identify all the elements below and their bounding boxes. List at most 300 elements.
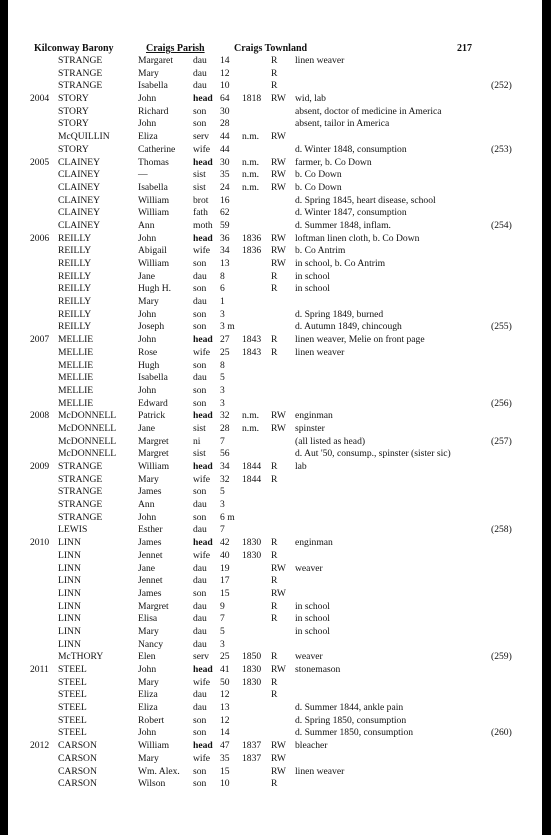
relation-cell: serv — [193, 131, 209, 143]
status-cell: RW — [271, 156, 286, 168]
surname-cell: REILLY — [58, 321, 92, 333]
surname-cell: STRANGE — [58, 55, 103, 66]
age-cell: 12 — [220, 67, 230, 79]
table-row — [8, 677, 542, 690]
table-row — [8, 512, 542, 525]
surname-cell: STRANGE — [58, 473, 103, 485]
age-cell: 25 — [220, 651, 230, 663]
table-row — [8, 309, 542, 322]
first-name-cell: Mary — [138, 752, 159, 764]
first-name-cell: John — [138, 384, 157, 396]
page-header — [8, 42, 542, 56]
surname-cell: REILLY — [58, 232, 92, 244]
note-cell: linen weaver — [295, 765, 345, 777]
relation-cell: dau — [193, 499, 207, 511]
relation-cell: son — [193, 321, 207, 333]
table-row — [8, 360, 542, 373]
table-row — [8, 157, 542, 170]
age-cell: 3 — [220, 638, 225, 650]
first-name-cell: Abigail — [138, 245, 167, 257]
status-cell: R — [271, 473, 278, 485]
first-name-cell: William — [138, 740, 170, 752]
surname-cell: McQUILLIN — [58, 131, 110, 143]
relation-cell: son — [193, 258, 207, 269]
first-name-cell: Margaret — [138, 55, 173, 66]
first-name-cell: John — [138, 93, 157, 105]
surname-cell: LINN — [58, 562, 81, 574]
note-cell: d. Spring 1849, burned — [295, 308, 384, 320]
reference-cell: (258) — [491, 524, 512, 536]
relation-cell: son — [193, 486, 207, 498]
age-cell: 64 — [220, 93, 230, 105]
age-cell: 7 — [220, 524, 225, 536]
table-row — [8, 689, 542, 702]
relation-cell: son — [193, 397, 207, 409]
table-row — [8, 702, 542, 715]
first-name-cell: Rose — [138, 346, 158, 358]
note-cell: in school — [295, 613, 330, 625]
first-name-cell: Robert — [138, 714, 165, 726]
first-name-cell: Jane — [138, 270, 156, 282]
table-row — [8, 144, 542, 157]
townland-heading: Craigs Townland — [234, 43, 308, 54]
table-row — [8, 664, 542, 677]
age-cell: 15 — [220, 587, 230, 599]
relation-cell: son — [193, 778, 207, 790]
relation-cell: dau — [193, 575, 207, 587]
table-row — [8, 753, 542, 766]
status-cell: R — [271, 67, 278, 79]
relation-cell: son — [193, 359, 207, 371]
reference-cell: (256) — [491, 397, 512, 409]
surname-cell: CARSON — [58, 752, 97, 764]
reference-cell: (255) — [491, 321, 512, 333]
age-cell: 3 — [220, 308, 225, 320]
table-row — [8, 448, 542, 461]
first-name-cell: Thomas — [138, 156, 169, 168]
year-cell: n.m. — [242, 169, 260, 181]
table-row — [8, 588, 542, 601]
relation-cell: sist — [193, 448, 206, 460]
age-cell: 41 — [220, 664, 230, 675]
surname-cell: LINN — [58, 613, 81, 625]
note-cell: absent, doctor of medicine in America — [295, 105, 442, 117]
surname-cell: LINN — [58, 587, 81, 599]
table-row — [8, 524, 542, 537]
note-cell: d. Summer 1844, ankle pain — [295, 702, 404, 714]
reference-cell: (252) — [491, 80, 512, 92]
relation-cell: son — [193, 765, 207, 777]
household-number: 2011 — [30, 664, 49, 675]
age-cell: 28 — [220, 118, 230, 130]
relation-cell: dau — [193, 702, 207, 714]
table-row — [8, 727, 542, 740]
table-row — [8, 233, 542, 246]
surname-cell: STEEL — [58, 664, 87, 675]
age-cell: 8 — [220, 359, 225, 371]
age-cell: 16 — [220, 194, 230, 206]
status-cell: R — [271, 537, 278, 549]
surname-cell: MELLIE — [58, 346, 94, 358]
table-row — [8, 207, 542, 220]
first-name-cell: Margret — [138, 600, 169, 612]
surname-cell: STEEL — [58, 676, 87, 688]
edge-mark — [0, 242, 2, 250]
relation-cell: son — [193, 384, 207, 396]
age-cell: 40 — [220, 549, 230, 561]
first-name-cell: — — [138, 169, 148, 181]
note-cell: wid, lab — [295, 93, 326, 105]
relation-cell: son — [193, 511, 207, 523]
year-cell: 1830 — [242, 676, 262, 688]
edge-mark — [0, 548, 2, 556]
relation-cell: sist — [193, 422, 206, 434]
first-name-cell: Hugh H. — [138, 283, 172, 295]
table-row — [8, 182, 542, 195]
first-name-cell: John — [138, 334, 157, 346]
reference-cell: (257) — [491, 435, 512, 447]
note-cell: linen weaver — [295, 346, 345, 358]
parish-heading: Craigs Parish — [146, 43, 205, 54]
note-cell: in school — [295, 270, 330, 282]
surname-cell: STRANGE — [58, 499, 103, 511]
relation-cell: dau — [193, 562, 207, 574]
surname-cell: McDONNELL — [58, 422, 117, 434]
relation-cell: fath — [193, 207, 208, 219]
age-cell: 17 — [220, 575, 230, 587]
note-cell: linen weaver — [295, 55, 345, 66]
relation-cell: dau — [193, 372, 207, 384]
age-cell: 27 — [220, 334, 230, 346]
relation-cell: head — [193, 232, 213, 244]
age-cell: 3 — [220, 499, 225, 511]
table-row — [8, 106, 542, 119]
table-row — [8, 283, 542, 296]
table-row — [8, 550, 542, 563]
surname-cell: REILLY — [58, 308, 92, 320]
relation-cell: head — [193, 740, 213, 752]
age-cell: 3 m — [220, 321, 235, 333]
status-cell: R — [271, 600, 278, 612]
relation-cell: son — [193, 587, 207, 599]
first-name-cell: Jane — [138, 562, 156, 574]
status-cell: R — [271, 651, 278, 663]
age-cell: 56 — [220, 448, 230, 460]
age-cell: 6 m — [220, 511, 235, 523]
surname-cell: STORY — [58, 93, 89, 105]
surname-cell: LINN — [58, 537, 81, 549]
surname-cell: REILLY — [58, 283, 92, 295]
household-number: 2004 — [30, 93, 50, 105]
status-cell: R — [271, 549, 278, 561]
status-cell: R — [271, 613, 278, 625]
status-cell: RW — [271, 562, 286, 574]
surname-cell: STRANGE — [58, 511, 103, 523]
status-cell: RW — [271, 181, 286, 193]
age-cell: 14 — [220, 55, 230, 66]
first-name-cell: John — [138, 232, 157, 244]
table-row — [8, 385, 542, 398]
note-cell: farmer, b. Co Down — [295, 156, 372, 168]
age-cell: 8 — [220, 270, 225, 282]
status-cell: RW — [271, 410, 286, 422]
age-cell: 14 — [220, 727, 230, 739]
year-cell: n.m. — [242, 156, 260, 168]
note-cell: b. Co Down — [295, 181, 342, 193]
status-cell: R — [271, 676, 278, 688]
table-row — [8, 410, 542, 423]
document-page — [8, 0, 542, 835]
status-cell: RW — [271, 422, 286, 434]
first-name-cell: John — [138, 511, 157, 523]
table-row — [8, 80, 542, 93]
table-row — [8, 499, 542, 512]
first-name-cell: William — [138, 194, 170, 206]
age-cell: 9 — [220, 600, 225, 612]
relation-cell: dau — [193, 80, 207, 92]
note-cell: d. Aut '50, consump., spinster (sister sic) — [295, 448, 451, 460]
table-row — [8, 626, 542, 639]
table-row — [8, 563, 542, 576]
surname-cell: STEEL — [58, 689, 87, 701]
age-cell: 13 — [220, 702, 230, 714]
year-cell: n.m. — [242, 410, 260, 422]
age-cell: 44 — [220, 143, 230, 155]
year-cell: n.m. — [242, 181, 260, 193]
age-cell: 47 — [220, 740, 230, 752]
note-cell: in school, b. Co Antrim — [295, 258, 386, 269]
relation-cell: son — [193, 118, 207, 130]
age-cell: 28 — [220, 422, 230, 434]
first-name-cell: Mary — [138, 296, 159, 308]
status-cell: R — [271, 55, 278, 66]
surname-cell: STRANGE — [58, 461, 103, 472]
year-cell: n.m. — [242, 422, 260, 434]
status-cell: RW — [271, 765, 286, 777]
relation-cell: serv — [193, 651, 209, 663]
relation-cell: dau — [193, 67, 207, 79]
first-name-cell: Jennet — [138, 549, 163, 561]
first-name-cell: Jane — [138, 422, 156, 434]
note-cell: loftman linen cloth, b. Co Down — [295, 232, 420, 244]
first-name-cell: Wilson — [138, 778, 166, 790]
surname-cell: STEEL — [58, 727, 87, 739]
first-name-cell: John — [138, 727, 157, 739]
age-cell: 7 — [220, 435, 225, 447]
table-row — [8, 68, 542, 81]
status-cell: RW — [271, 232, 286, 244]
surname-cell: CARSON — [58, 778, 97, 790]
relation-cell: dau — [193, 270, 207, 282]
age-cell: 62 — [220, 207, 230, 219]
status-cell: R — [271, 80, 278, 92]
relation-cell: ni — [193, 435, 201, 447]
household-number: 2006 — [30, 232, 50, 244]
age-cell: 19 — [220, 562, 230, 574]
age-cell: 35 — [220, 752, 230, 764]
first-name-cell: Joseph — [138, 321, 165, 333]
age-cell: 12 — [220, 714, 230, 726]
year-cell: 1836 — [242, 232, 262, 244]
note-cell: in school — [295, 283, 330, 295]
barony-heading: Kilconway Barony — [34, 43, 114, 54]
relation-cell: wife — [193, 346, 211, 358]
table-row — [8, 474, 542, 487]
first-name-cell: Isabella — [138, 181, 168, 193]
age-cell: 30 — [220, 156, 230, 168]
surname-cell: LINN — [58, 638, 81, 650]
surname-cell: CLAINEY — [58, 181, 101, 193]
table-row — [8, 398, 542, 411]
year-cell: 1830 — [242, 537, 262, 549]
first-name-cell: Elen — [138, 651, 156, 663]
table-row — [8, 245, 542, 258]
first-name-cell: Esther — [138, 524, 163, 536]
household-number: 2010 — [30, 537, 50, 549]
first-name-cell: Isabella — [138, 80, 168, 92]
first-name-cell: James — [138, 486, 162, 498]
note-cell: d. Winter 1847, consumption — [295, 207, 407, 219]
surname-cell: CLAINEY — [58, 207, 101, 219]
age-cell: 50 — [220, 676, 230, 688]
age-cell: 1 — [220, 296, 225, 308]
year-cell: 1830 — [242, 664, 262, 675]
table-row — [8, 93, 542, 106]
note-cell: in school — [295, 625, 330, 637]
year-cell: 1837 — [242, 752, 262, 764]
year-cell: 1836 — [242, 245, 262, 257]
note-cell: d. Winter 1848, consumption — [295, 143, 407, 155]
relation-cell: wife — [193, 676, 211, 688]
surname-cell: MELLIE — [58, 334, 94, 346]
first-name-cell: Edward — [138, 397, 168, 409]
table-row — [8, 601, 542, 614]
note-cell: b. Co Down — [295, 169, 342, 181]
surname-cell: STRANGE — [58, 486, 103, 498]
first-name-cell: Eliza — [138, 131, 158, 143]
note-cell: bleacher — [295, 740, 328, 752]
surname-cell: REILLY — [58, 245, 92, 257]
table-row — [8, 55, 542, 68]
surname-cell: LINN — [58, 549, 81, 561]
census-table — [8, 55, 542, 791]
note-cell: in school — [295, 600, 330, 612]
age-cell: 32 — [220, 410, 230, 422]
table-row — [8, 766, 542, 779]
surname-cell: CLAINEY — [58, 194, 101, 206]
status-cell: RW — [271, 245, 286, 257]
status-cell: RW — [271, 131, 286, 143]
relation-cell: head — [193, 93, 213, 105]
surname-cell: STORY — [58, 118, 89, 130]
relation-cell: son — [193, 308, 207, 320]
age-cell: 7 — [220, 613, 225, 625]
surname-cell: CARSON — [58, 740, 97, 752]
year-cell: n.m. — [242, 131, 260, 143]
note-cell: weaver — [295, 651, 323, 663]
table-row — [8, 169, 542, 182]
table-row — [8, 195, 542, 208]
year-cell: 1818 — [242, 93, 262, 105]
first-name-cell: Mary — [138, 625, 159, 637]
surname-cell: STEEL — [58, 714, 87, 726]
relation-cell: head — [193, 334, 213, 346]
table-row — [8, 321, 542, 334]
table-row — [8, 118, 542, 131]
surname-cell: LEWIS — [58, 524, 88, 536]
first-name-cell: Hugh — [138, 359, 160, 371]
status-cell: R — [271, 575, 278, 587]
table-row — [8, 372, 542, 385]
first-name-cell: Eliza — [138, 702, 158, 714]
surname-cell: MELLIE — [58, 397, 94, 409]
household-number: 2008 — [30, 410, 50, 422]
table-row — [8, 613, 542, 626]
relation-cell: dau — [193, 296, 207, 308]
status-cell: R — [271, 334, 278, 346]
age-cell: 34 — [220, 245, 230, 257]
first-name-cell: James — [138, 537, 162, 549]
year-cell: 1843 — [242, 346, 262, 358]
note-cell: weaver — [295, 562, 323, 574]
surname-cell: STORY — [58, 143, 89, 155]
status-cell: RW — [271, 587, 286, 599]
first-name-cell: Patrick — [138, 410, 166, 422]
age-cell: 24 — [220, 181, 230, 193]
status-cell: RW — [271, 258, 286, 269]
table-row — [8, 258, 542, 271]
age-cell: 10 — [220, 80, 230, 92]
table-row — [8, 715, 542, 728]
relation-cell: dau — [193, 689, 207, 701]
relation-cell: wife — [193, 752, 211, 764]
age-cell: 59 — [220, 219, 230, 231]
first-name-cell: Catherine — [138, 143, 176, 155]
relation-cell: head — [193, 410, 213, 422]
year-cell: 1844 — [242, 461, 262, 472]
table-row — [8, 740, 542, 753]
table-row — [8, 639, 542, 652]
relation-cell: dau — [193, 613, 207, 625]
surname-cell: STRANGE — [58, 80, 103, 92]
note-cell: d. Autumn 1849, chincough — [295, 321, 402, 333]
table-row — [8, 436, 542, 449]
age-cell: 15 — [220, 765, 230, 777]
first-name-cell: Margret — [138, 435, 169, 447]
relation-cell: sist — [193, 181, 206, 193]
relation-cell: head — [193, 537, 213, 549]
note-cell: enginman — [295, 537, 333, 549]
status-cell: RW — [271, 169, 286, 181]
table-row — [8, 296, 542, 309]
surname-cell: CARSON — [58, 765, 97, 777]
note-cell: (all listed as head) — [295, 435, 366, 447]
relation-cell: wife — [193, 245, 211, 257]
status-cell: R — [271, 270, 278, 282]
table-row — [8, 575, 542, 588]
surname-cell: McDONNELL — [58, 435, 117, 447]
age-cell: 5 — [220, 486, 225, 498]
surname-cell: CLAINEY — [58, 219, 101, 231]
note-cell: d. Spring 1850, consumption — [295, 714, 407, 726]
table-row — [8, 461, 542, 474]
surname-cell: STORY — [58, 105, 89, 117]
surname-cell: McDONNELL — [58, 448, 117, 460]
relation-cell: son — [193, 727, 207, 739]
age-cell: 6 — [220, 283, 225, 295]
first-name-cell: John — [138, 118, 157, 130]
first-name-cell: William — [138, 207, 170, 219]
